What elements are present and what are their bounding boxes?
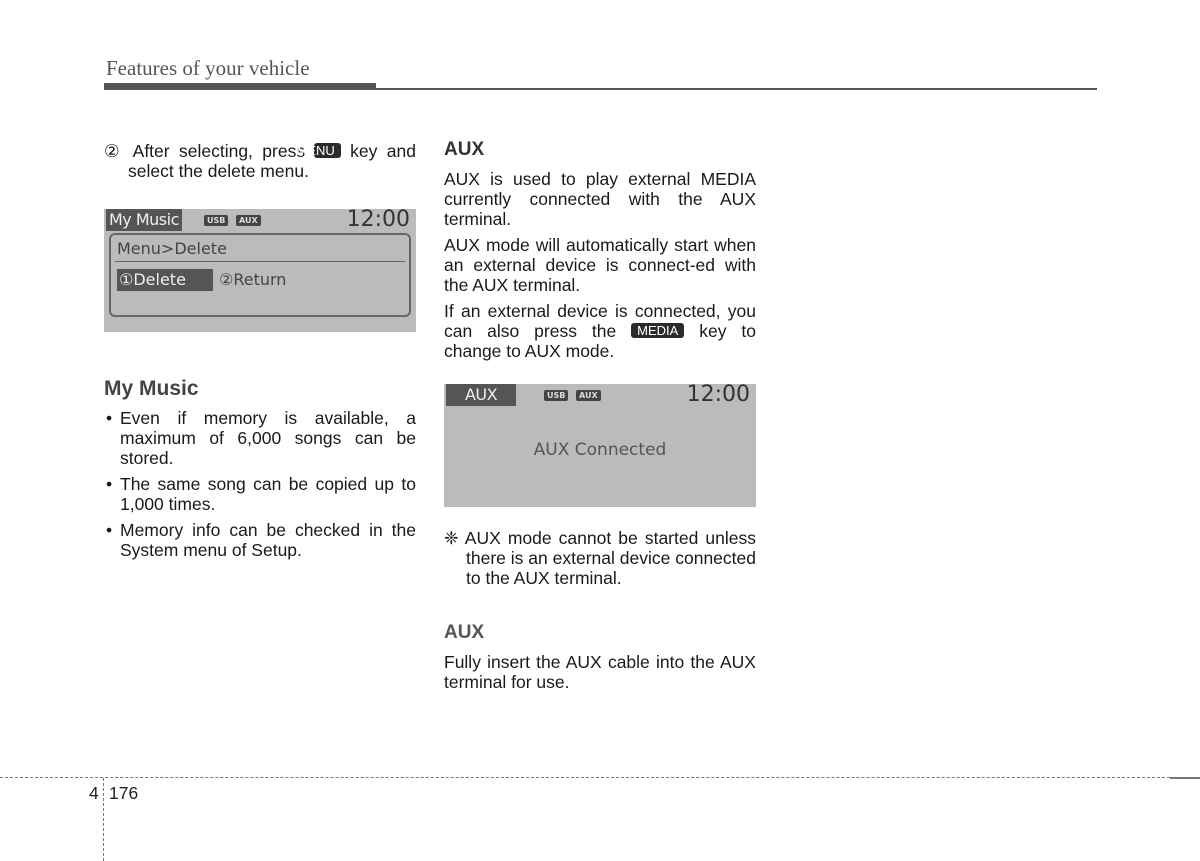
step-text: After selecting, press (132, 141, 306, 161)
aux-section (444, 138, 756, 361)
usb-indicator-icon: USB (544, 390, 568, 401)
aux-cable-section (444, 621, 756, 692)
bullet-text: Even if memory is available, a maximum of 6,000 songs can be stored. (120, 408, 416, 468)
bullet-text: The same song can be copied up to 1,000 times. (120, 474, 416, 514)
lcd-screen-aux-connected (444, 384, 756, 507)
aux-paragraph-3-text-end: key to change to AUX mode. (444, 321, 756, 361)
chapter-number: 4 (89, 783, 99, 803)
note-text: AUX mode cannot be started unless there is an external device connected to the AUX terminal. (464, 528, 756, 588)
bullet-dot: • (106, 520, 113, 540)
usb-indicator-icon: USB (204, 215, 228, 226)
left-column (104, 141, 416, 181)
my-music-heading: My Music (104, 377, 199, 400)
my-music-section (104, 376, 416, 566)
lcd-screen-delete-menu (104, 209, 416, 332)
media-key: MEDIA (631, 323, 684, 338)
bullet-item (104, 474, 416, 514)
bullet-text: Memory info can be checked in the System menu of Setup. (120, 520, 416, 560)
page-number: 176 (109, 783, 139, 803)
step-text-continued: and select the delete menu. (128, 141, 416, 181)
page-header-title: Features of your vehicle (106, 56, 310, 80)
footer-dashed-rule (0, 777, 1170, 778)
lcd-aux-connected-message: AUX Connected (533, 440, 667, 460)
lcd-mode-label: AUX (446, 384, 516, 406)
aux-cable-paragraph: Fully insert the AUX cable into the AUX terminal for use. (444, 652, 756, 692)
lcd-status-bar (444, 384, 756, 408)
aux-heading: AUX (444, 139, 485, 160)
bullet-dot: • (106, 408, 113, 428)
aux-cable-heading: AUX (444, 622, 485, 643)
aux-indicator-icon: AUX (576, 390, 601, 401)
aux-paragraph-3 (444, 301, 756, 361)
footer-vertical-rule (103, 778, 104, 861)
lcd-mode-label: My Music (106, 209, 182, 231)
header-rule-thin (376, 88, 1097, 90)
step-marker: ② (104, 141, 125, 161)
my-music-bullets (104, 408, 416, 560)
bullet-item (104, 520, 416, 560)
step-text-key: key (350, 141, 378, 161)
aux-note-section (444, 528, 756, 588)
aux-note (444, 528, 756, 588)
lcd-option-return: ②Return (219, 270, 287, 289)
aux-paragraph-1: AUX is used to play external MEDIA currently connected with the AUX terminal. (444, 169, 756, 229)
lcd-panel-title: Menu>Delete (117, 239, 227, 258)
aux-paragraph-2: AUX mode will automatically start when an external device is connect-ed with the AUX terminal. (444, 235, 756, 295)
step-paragraph (104, 141, 416, 181)
lcd-status-bar (104, 209, 416, 233)
aux-indicator-icon: AUX (236, 215, 261, 226)
footer-solid-rule (1170, 777, 1200, 779)
lcd-menu-panel (109, 233, 411, 317)
lcd-clock: 12:00 (686, 382, 750, 407)
lcd-option-delete: ①Delete (117, 269, 213, 291)
aux-paragraph-3-text: If an external device is connected, you can also press the (444, 301, 756, 341)
note-marker: ❈ (444, 528, 459, 548)
lcd-clock: 12:00 (346, 207, 410, 232)
header-rule-thick (104, 83, 376, 90)
menu-key: MENU (314, 143, 340, 158)
bullet-dot: • (106, 474, 113, 494)
lcd-panel-divider (115, 261, 405, 262)
bullet-item (104, 408, 416, 468)
